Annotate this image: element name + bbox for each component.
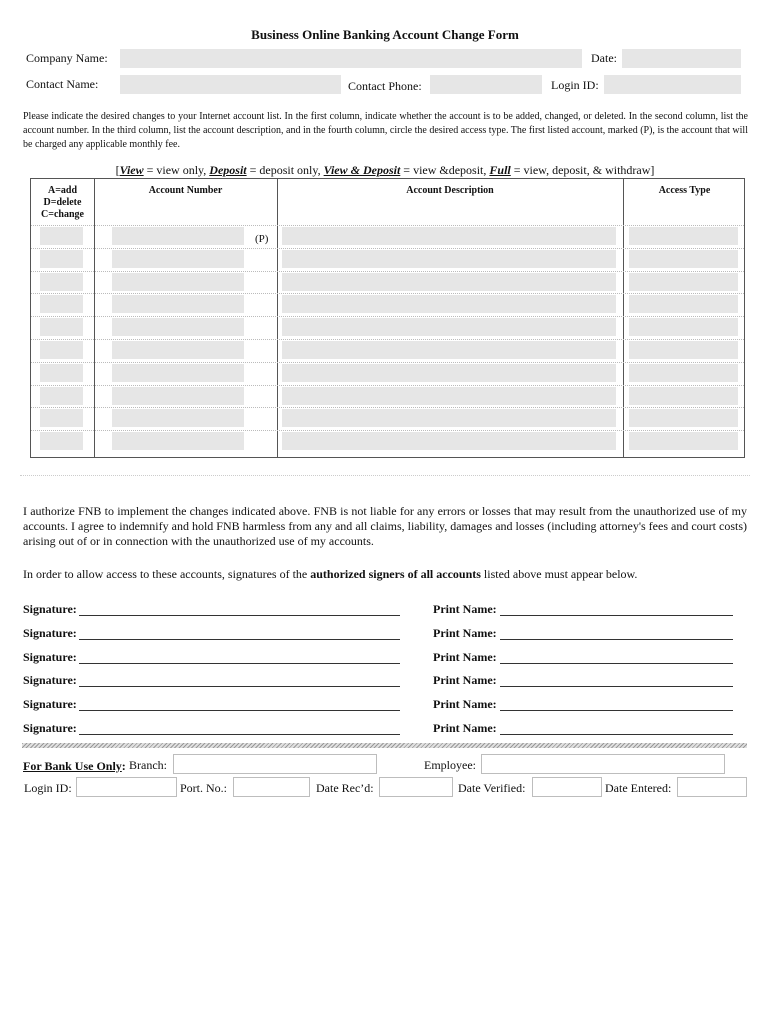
column-header-account-description: Account Description xyxy=(406,185,494,196)
account-number-cell[interactable] xyxy=(112,250,244,268)
access-type-cell[interactable] xyxy=(629,295,738,313)
row-divider xyxy=(31,430,744,431)
section-divider xyxy=(20,475,750,476)
legend-full: Full xyxy=(489,163,511,177)
column-divider xyxy=(277,179,278,457)
bank-use-colon: : xyxy=(121,759,126,773)
action-cell[interactable] xyxy=(40,364,83,382)
row-divider xyxy=(31,225,744,226)
account-number-cell[interactable] xyxy=(112,387,244,405)
legend-deposit: Deposit xyxy=(209,163,247,177)
account-description-cell[interactable] xyxy=(282,364,616,382)
access-type-cell[interactable] xyxy=(629,227,738,245)
row-divider xyxy=(31,385,744,386)
row-divider xyxy=(31,271,744,272)
contact-phone-label: Contact Phone: xyxy=(348,79,422,93)
access-type-cell[interactable] xyxy=(629,273,738,291)
print-name-line[interactable] xyxy=(500,639,733,640)
print-name-line[interactable] xyxy=(500,710,733,711)
signers-note-text: In order to allow access to these accounts, signatures of the xyxy=(23,567,311,581)
column-header-action xyxy=(31,185,94,221)
signers-note xyxy=(23,567,747,582)
legend-deposit-desc: = deposit only, xyxy=(246,163,324,177)
legend-view: View xyxy=(119,163,144,177)
bank-login-id-field[interactable] xyxy=(76,777,177,797)
company-name-label: Company Name: xyxy=(26,51,108,65)
signature-line[interactable] xyxy=(79,734,400,735)
account-change-table xyxy=(30,178,745,458)
signature-line[interactable] xyxy=(79,663,400,664)
account-description-cell[interactable] xyxy=(282,341,616,359)
employee-label: Employee: xyxy=(424,758,476,772)
account-description-cell[interactable] xyxy=(282,295,616,313)
date-verified-label: Date Verified: xyxy=(458,781,526,795)
access-type-cell[interactable] xyxy=(629,409,738,427)
employee-field[interactable] xyxy=(481,754,725,774)
print-name-label: Print Name: xyxy=(433,625,497,640)
column-divider xyxy=(94,179,95,457)
bank-login-id-label: Login ID: xyxy=(24,781,72,795)
action-cell[interactable] xyxy=(40,295,83,313)
account-number-cell[interactable] xyxy=(112,364,244,382)
row-divider xyxy=(31,248,744,249)
row-divider xyxy=(31,316,744,317)
legend-full-desc: = view, deposit, & withdraw] xyxy=(510,163,655,177)
row-divider xyxy=(31,362,744,363)
row-divider xyxy=(31,339,744,340)
access-type-cell[interactable] xyxy=(629,341,738,359)
print-name-label: Print Name: xyxy=(433,697,497,712)
signature-line[interactable] xyxy=(79,686,400,687)
login-id-field[interactable] xyxy=(604,75,741,94)
contact-name-label: Contact Name: xyxy=(26,77,99,91)
date-verified-field[interactable] xyxy=(532,777,602,797)
legend-open-bracket: [ xyxy=(115,163,120,177)
signature-label: Signature: xyxy=(23,697,77,712)
port-no-label: Port. No.: xyxy=(180,781,228,795)
print-name-line[interactable] xyxy=(500,734,733,735)
signature-line[interactable] xyxy=(79,639,400,640)
action-cell[interactable] xyxy=(40,227,83,245)
signature-line[interactable] xyxy=(79,710,400,711)
column-header-access-type: Access Type xyxy=(658,185,711,196)
print-name-label: Print Name: xyxy=(433,721,497,735)
access-type-cell[interactable] xyxy=(629,387,738,405)
bank-section-divider xyxy=(22,743,747,748)
access-type-legend xyxy=(0,163,770,178)
contact-phone-field[interactable] xyxy=(430,75,542,94)
account-number-cell[interactable] xyxy=(112,341,244,359)
account-number-cell[interactable] xyxy=(112,295,244,313)
action-cell[interactable] xyxy=(40,273,83,291)
print-name-label: Print Name: xyxy=(433,602,497,616)
bank-use-only-text: For Bank Use Only xyxy=(23,759,122,773)
print-name-label: Print Name: xyxy=(433,673,497,688)
account-description-cell[interactable] xyxy=(282,387,616,405)
date-recd-field[interactable] xyxy=(379,777,453,797)
signature-line[interactable] xyxy=(79,615,400,616)
access-type-cell[interactable] xyxy=(629,250,738,268)
print-name-label: Print Name: xyxy=(433,649,497,664)
account-description-cell[interactable] xyxy=(282,227,616,245)
print-name-line[interactable] xyxy=(500,615,733,616)
date-recd-label: Date Rec’d: xyxy=(316,781,374,795)
signers-note-bold: authorized signers of all accounts xyxy=(310,567,481,581)
access-type-cell[interactable] xyxy=(629,432,738,450)
date-entered-label: Date Entered: xyxy=(605,781,672,795)
action-cell[interactable] xyxy=(40,250,83,268)
port-no-field[interactable] xyxy=(233,777,310,797)
signature-label: Signature: xyxy=(23,673,77,688)
action-cell[interactable] xyxy=(40,341,83,359)
print-name-line[interactable] xyxy=(500,686,733,687)
login-id-label: Login ID: xyxy=(551,78,599,92)
authorization-text: I authorize FNB to implement the changes indicated above. FNB is not liable for any errors or losses that may result from the unauthorized use of my accounts. I agree to indemnify and hold FNB harmless from any and all claims, liability, damages and losses (including attorney's fees and court costs) arising out of or in connection with the unauthorized use of my accounts. xyxy=(23,504,747,548)
branch-field[interactable] xyxy=(173,754,377,774)
access-type-cell[interactable] xyxy=(629,364,738,382)
contact-name-field[interactable] xyxy=(120,75,341,94)
account-number-cell[interactable] xyxy=(112,409,244,427)
instructions-text: Please indicate the desired changes to your Internet account list. In the first column, indicate whether the account is to be added, changed, or deleted. In the second column, list the account number. In the third column, list the account description, and in the fourth column, circle the desired access type. The first listed account, marked (P), is the account that will be charged any applicable monthly fee. xyxy=(23,111,748,150)
legend-view-deposit-desc: = view &deposit, xyxy=(400,163,490,177)
account-number-cell[interactable] xyxy=(112,227,244,245)
signers-note-text-end: listed above must appear below. xyxy=(480,567,638,581)
date-field[interactable] xyxy=(622,49,741,68)
signature-label: Signature: xyxy=(23,602,77,616)
account-description-cell[interactable] xyxy=(282,318,616,336)
action-delete-label: D=delete xyxy=(43,197,82,208)
bank-use-label xyxy=(23,759,126,774)
account-description-cell[interactable] xyxy=(282,250,616,268)
signature-label: Signature: xyxy=(23,721,77,735)
account-description-cell[interactable] xyxy=(282,273,616,291)
action-change-label: C=change xyxy=(41,209,84,220)
row-divider xyxy=(31,293,744,294)
account-description-cell[interactable] xyxy=(282,432,616,450)
company-name-field[interactable] xyxy=(120,49,582,68)
action-cell[interactable] xyxy=(40,432,83,450)
legend-view-deposit: View & Deposit xyxy=(323,163,401,177)
action-cell[interactable] xyxy=(40,409,83,427)
signature-label: Signature: xyxy=(23,625,77,640)
account-number-cell[interactable] xyxy=(112,318,244,336)
account-number-cell[interactable] xyxy=(112,273,244,291)
date-entered-field[interactable] xyxy=(677,777,747,797)
action-cell[interactable] xyxy=(40,387,83,405)
date-label: Date: xyxy=(591,51,617,65)
column-divider xyxy=(623,179,624,457)
action-cell[interactable] xyxy=(40,318,83,336)
print-name-line[interactable] xyxy=(500,663,733,664)
account-description-cell[interactable] xyxy=(282,409,616,427)
action-add-label: A=add xyxy=(47,185,78,196)
legend-view-desc: = view only, xyxy=(143,163,210,177)
signature-label: Signature: xyxy=(23,649,77,664)
primary-account-marker: (P) xyxy=(255,233,269,245)
access-type-cell[interactable] xyxy=(629,318,738,336)
row-divider xyxy=(31,407,744,408)
branch-label: Branch: xyxy=(129,758,167,772)
account-number-cell[interactable] xyxy=(112,432,244,450)
form-title: Business Online Banking Account Change Form xyxy=(251,27,519,42)
column-header-account-number: Account Number xyxy=(148,185,223,196)
